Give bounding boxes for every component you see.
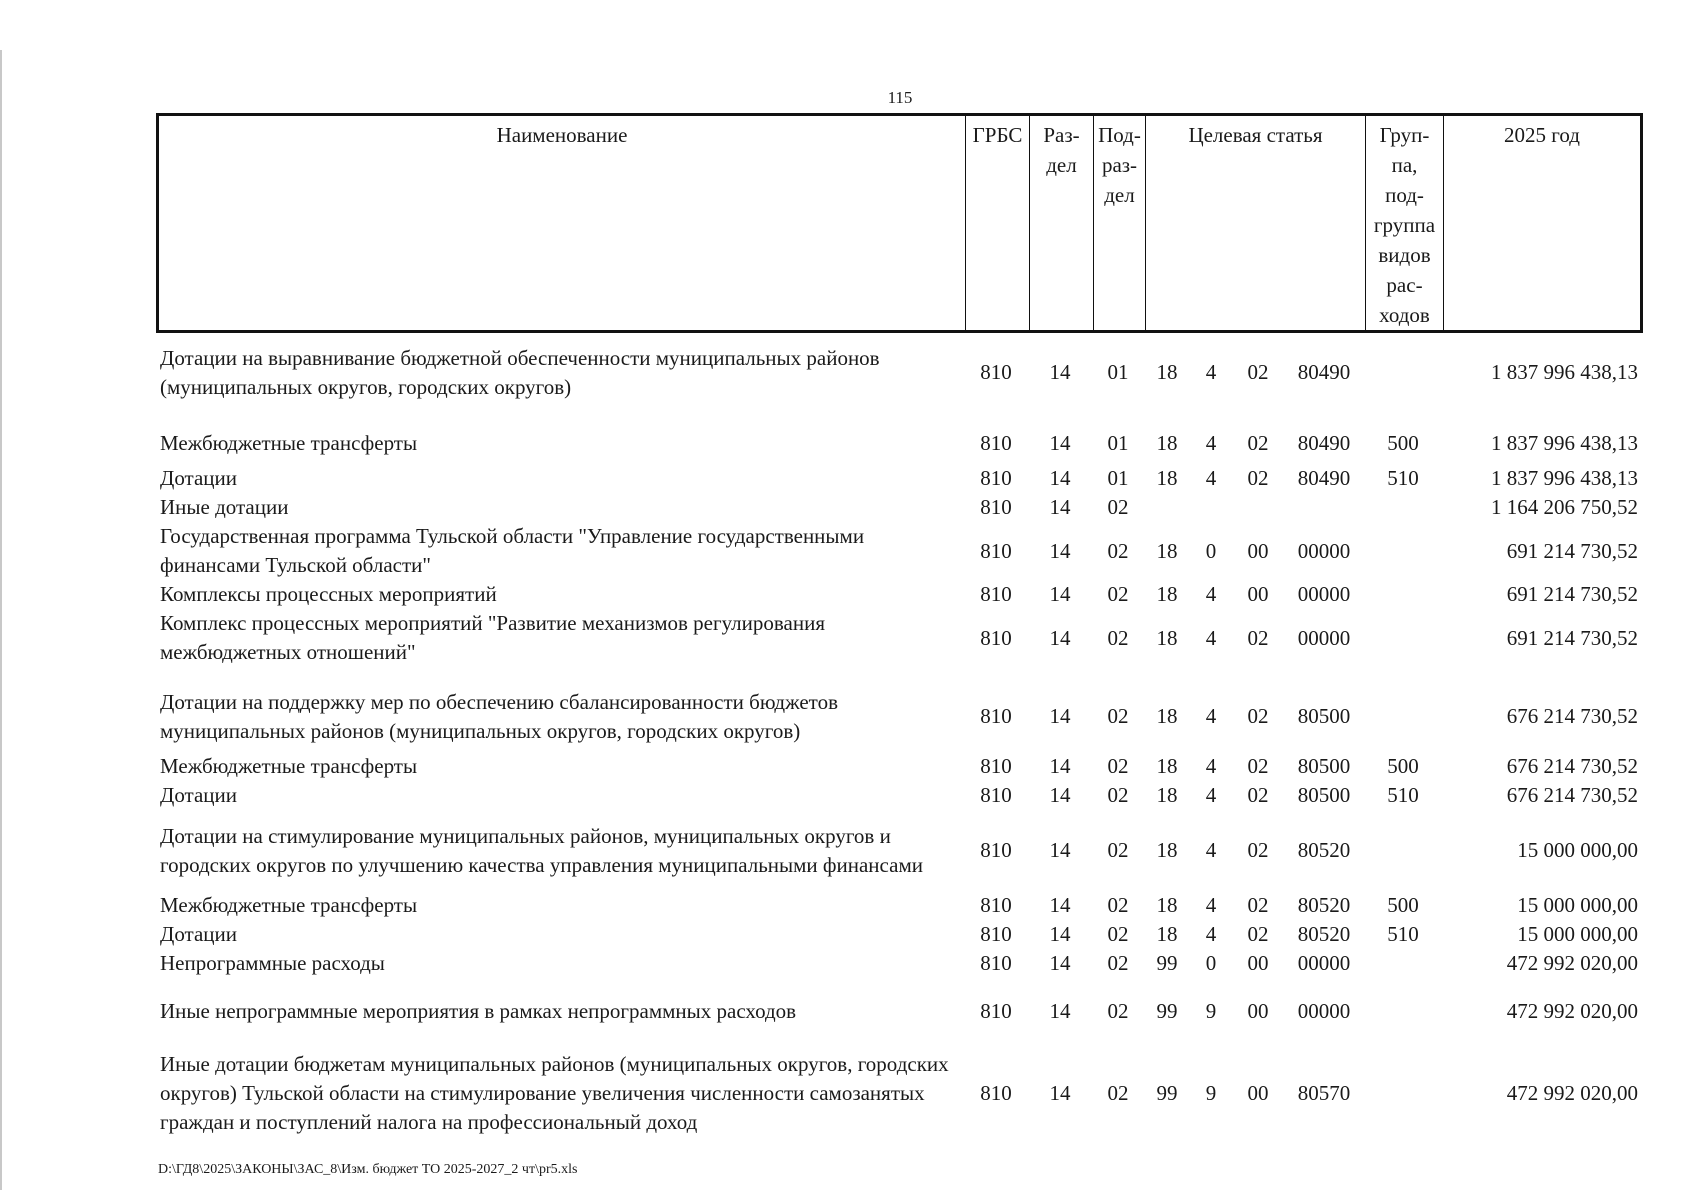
header-year: 2025 год <box>1444 115 1642 332</box>
row-target-type: 4 <box>1205 922 1217 946</box>
row-grbs: 810 <box>980 922 1012 946</box>
row-expense-group: 500 <box>1387 430 1419 455</box>
table-row <box>156 920 1640 949</box>
row-target-sub: 02 <box>1247 754 1269 778</box>
row-target-sub <box>1232 493 1284 522</box>
row-grbs: 810 <box>980 998 1012 1023</box>
row-expense-group <box>1364 978 1442 1032</box>
row-expense-group: 500 <box>1387 893 1419 917</box>
row-target-direction: 80490 <box>1297 360 1351 384</box>
row-target-sub: 00 <box>1247 951 1269 975</box>
table-row <box>156 949 1640 978</box>
row-name: Иные дотации бюджетам муниципальных районов (муниципальных округов, городских округов) Тульской области на стимулирование увеличения численности самозанятых граждан и поступлений налога на профессиональный доход <box>160 1051 949 1134</box>
row-expense-group <box>1364 667 1442 752</box>
row-amount: 15 000 000,00 <box>1517 838 1638 862</box>
row-expense-group <box>1364 522 1442 580</box>
row-target-program: 18 <box>1156 538 1178 563</box>
row-expense-group: 500 <box>1387 754 1419 778</box>
row-amount: 1 837 996 438,13 <box>1491 360 1638 384</box>
row-name: Комплекс процессных мероприятий "Развитие механизмов регулирования межбюджетных отношений" <box>160 611 825 664</box>
header-name: Наименование <box>158 115 966 332</box>
row-razdel: 14 <box>1049 998 1071 1023</box>
row-razdel: 14 <box>1049 430 1071 455</box>
row-expense-group <box>1364 580 1442 609</box>
row-target-program: 18 <box>1156 625 1178 650</box>
row-podrazdel: 02 <box>1107 704 1129 728</box>
header-razdel: Раз- дел <box>1030 115 1094 332</box>
row-podrazdel: 02 <box>1107 625 1129 650</box>
row-target-type: 9 <box>1205 998 1217 1023</box>
row-razdel: 14 <box>1049 704 1071 728</box>
row-amount: 472 992 020,00 <box>1506 951 1638 975</box>
row-target-type: 9 <box>1205 1080 1217 1105</box>
row-grbs: 810 <box>980 625 1012 650</box>
row-razdel: 14 <box>1049 951 1071 975</box>
row-expense-group <box>1364 609 1442 667</box>
row-target-program: 18 <box>1156 360 1178 384</box>
row-podrazdel: 02 <box>1107 582 1129 606</box>
row-grbs: 810 <box>980 360 1012 384</box>
row-amount: 1 837 996 438,13 <box>1491 466 1638 490</box>
row-target-program: 18 <box>1156 922 1178 946</box>
row-target-type: 4 <box>1205 430 1217 455</box>
row-target-program: 18 <box>1156 430 1178 455</box>
row-target-sub: 00 <box>1247 1080 1269 1105</box>
row-grbs: 810 <box>980 951 1012 975</box>
row-razdel: 14 <box>1049 495 1071 519</box>
row-target-direction: 80520 <box>1297 922 1351 946</box>
row-target-direction: 80490 <box>1297 430 1351 455</box>
table-row <box>156 667 1640 752</box>
row-expense-group <box>1364 949 1442 978</box>
row-amount: 1 837 996 438,13 <box>1491 430 1638 455</box>
row-podrazdel: 02 <box>1107 998 1129 1023</box>
row-podrazdel: 02 <box>1107 1080 1129 1105</box>
table-row <box>156 810 1640 891</box>
row-target-program: 18 <box>1156 704 1178 728</box>
row-name: Дотации на стимулирование муниципальных районов, муниципальных округов и городских округов по улучшению качества управления муниципальными финансами <box>160 823 923 877</box>
table-row <box>156 891 1640 920</box>
row-target-direction: 00000 <box>1297 951 1351 975</box>
table-row <box>156 410 1640 464</box>
row-grbs: 810 <box>980 495 1012 519</box>
row-target-type: 4 <box>1205 783 1217 807</box>
row-grbs: 810 <box>980 466 1012 490</box>
row-target-type: 4 <box>1205 704 1217 728</box>
row-target-type: 4 <box>1205 582 1217 606</box>
row-podrazdel: 02 <box>1107 783 1129 807</box>
row-target-program: 18 <box>1156 466 1178 490</box>
row-target-direction <box>1284 493 1364 522</box>
row-target-sub: 02 <box>1247 430 1269 455</box>
row-target-direction: 80500 <box>1297 754 1351 778</box>
row-target-program: 18 <box>1156 754 1178 778</box>
row-podrazdel: 02 <box>1107 754 1129 778</box>
row-razdel: 14 <box>1049 625 1071 650</box>
row-name: Иные дотации <box>160 495 289 519</box>
row-target-program: 18 <box>1156 783 1178 807</box>
row-razdel: 14 <box>1049 1080 1071 1105</box>
row-expense-group <box>1364 1032 1442 1140</box>
row-target-direction: 80570 <box>1297 1080 1351 1105</box>
row-target-type: 0 <box>1205 538 1217 563</box>
row-razdel: 14 <box>1049 838 1071 862</box>
row-target-type: 4 <box>1205 754 1217 778</box>
row-razdel: 14 <box>1049 783 1071 807</box>
row-amount: 472 992 020,00 <box>1506 998 1638 1023</box>
row-target-direction: 80490 <box>1297 466 1351 490</box>
row-target-sub: 02 <box>1247 360 1269 384</box>
file-path: D:\ГД8\2025\ЗАКОНЫ\ЗАС_8\Изм. бюджет ТО 2025-2027_2 чт\pr5.xls <box>158 1162 578 1177</box>
row-target-sub: 00 <box>1247 998 1269 1023</box>
scan-edge <box>0 50 2 1190</box>
row-grbs: 810 <box>980 783 1012 807</box>
row-podrazdel: 02 <box>1107 893 1129 917</box>
row-target-direction: 00000 <box>1297 582 1351 606</box>
row-amount: 472 992 020,00 <box>1506 1080 1638 1105</box>
row-target-program: 18 <box>1156 838 1178 862</box>
table-row <box>156 609 1640 667</box>
row-expense-group: 510 <box>1387 922 1419 946</box>
table-row <box>156 335 1640 410</box>
row-target-direction: 80500 <box>1297 783 1351 807</box>
row-target-type: 4 <box>1205 466 1217 490</box>
row-grbs: 810 <box>980 1080 1012 1105</box>
table-row <box>156 464 1640 493</box>
row-target-sub: 02 <box>1247 625 1269 650</box>
row-amount: 691 214 730,52 <box>1506 625 1638 650</box>
row-name: Дотации на выравнивание бюджетной обеспеченности муниципальных районов (муниципальных округов, городских округов) <box>160 345 880 399</box>
header-target-article: Целевая статья <box>1146 115 1366 332</box>
row-target-type: 0 <box>1205 951 1217 975</box>
table-row <box>156 493 1640 522</box>
row-target-type <box>1190 493 1232 522</box>
row-razdel: 14 <box>1049 538 1071 563</box>
row-name: Дотации на поддержку мер по обеспечению сбалансированности бюджетов муниципальных районов (муниципальных округов, городских округов) <box>160 689 838 743</box>
row-razdel: 14 <box>1049 754 1071 778</box>
row-target-direction: 80520 <box>1297 838 1351 862</box>
row-target-program <box>1144 493 1190 522</box>
row-target-program: 18 <box>1156 582 1178 606</box>
row-expense-group <box>1364 810 1442 891</box>
row-target-type: 4 <box>1205 838 1217 862</box>
row-podrazdel: 02 <box>1107 838 1129 862</box>
row-target-sub: 02 <box>1247 704 1269 728</box>
row-podrazdel: 01 <box>1107 466 1129 490</box>
row-amount: 691 214 730,52 <box>1506 582 1638 606</box>
row-grbs: 810 <box>980 538 1012 563</box>
row-name: Непрограммные расходы <box>160 951 385 975</box>
row-razdel: 14 <box>1049 466 1071 490</box>
row-target-program: 99 <box>1156 951 1178 975</box>
row-target-type: 4 <box>1205 625 1217 650</box>
row-target-program: 18 <box>1156 893 1178 917</box>
row-target-sub: 02 <box>1247 466 1269 490</box>
row-name: Дотации <box>160 466 238 490</box>
row-target-program: 99 <box>1156 1080 1178 1105</box>
row-name: Межбюджетные трансферты <box>160 893 418 917</box>
row-target-sub: 02 <box>1247 783 1269 807</box>
row-name: Иные непрограммные мероприятия в рамках непрограммных расходов <box>160 998 797 1023</box>
header-podrazdel: Под- раз- дел <box>1094 115 1146 332</box>
row-expense-group <box>1364 335 1442 410</box>
row-razdel: 14 <box>1049 582 1071 606</box>
row-name: Комплексы процессных мероприятий <box>160 582 497 606</box>
table-header <box>156 113 1643 333</box>
row-target-type: 4 <box>1205 893 1217 917</box>
row-podrazdel: 02 <box>1107 538 1129 563</box>
row-grbs: 810 <box>980 582 1012 606</box>
row-razdel: 14 <box>1049 922 1071 946</box>
row-target-sub: 00 <box>1247 582 1269 606</box>
table-row <box>156 522 1640 580</box>
row-target-type: 4 <box>1205 360 1217 384</box>
row-target-sub: 02 <box>1247 893 1269 917</box>
row-grbs: 810 <box>980 704 1012 728</box>
header-expense-group: Груп- па, под- группа видов рас- ходов <box>1366 115 1444 332</box>
row-target-sub: 00 <box>1247 538 1269 563</box>
row-target-sub: 02 <box>1247 838 1269 862</box>
row-expense-group: 510 <box>1387 466 1419 490</box>
header-grbs: ГРБС <box>966 115 1030 332</box>
row-target-direction: 80500 <box>1297 704 1351 728</box>
row-name: Межбюджетные трансферты <box>160 430 418 455</box>
table-row <box>156 1032 1640 1140</box>
row-amount: 15 000 000,00 <box>1517 922 1638 946</box>
row-name: Дотации <box>160 922 238 946</box>
row-podrazdel: 02 <box>1107 951 1129 975</box>
row-expense-group <box>1364 493 1442 522</box>
row-target-direction: 00000 <box>1297 538 1351 563</box>
row-amount: 1 164 206 750,52 <box>1491 495 1638 519</box>
row-target-sub: 02 <box>1247 922 1269 946</box>
row-target-program: 99 <box>1156 998 1178 1023</box>
row-name: Межбюджетные трансферты <box>160 754 418 778</box>
row-target-direction: 80520 <box>1297 893 1351 917</box>
row-podrazdel: 02 <box>1107 922 1129 946</box>
row-grbs: 810 <box>980 754 1012 778</box>
row-target-direction: 00000 <box>1297 998 1351 1023</box>
table-row <box>156 978 1640 1032</box>
row-target-direction: 00000 <box>1297 625 1351 650</box>
row-expense-group: 510 <box>1387 783 1419 807</box>
row-amount: 676 214 730,52 <box>1506 754 1638 778</box>
budget-table <box>156 335 1640 1140</box>
row-amount: 676 214 730,52 <box>1506 783 1638 807</box>
table-row <box>156 781 1640 810</box>
row-razdel: 14 <box>1049 360 1071 384</box>
row-razdel: 14 <box>1049 893 1071 917</box>
row-podrazdel: 02 <box>1107 495 1129 519</box>
table-row <box>156 752 1640 781</box>
row-grbs: 810 <box>980 838 1012 862</box>
row-name: Государственная программа Тульской области "Управление государственными финансами Тульской области" <box>160 524 865 577</box>
row-name: Дотации <box>160 783 238 807</box>
page-number: 115 <box>887 88 913 107</box>
row-podrazdel: 01 <box>1107 430 1129 455</box>
row-podrazdel: 01 <box>1107 360 1129 384</box>
row-amount: 676 214 730,52 <box>1506 704 1638 728</box>
row-grbs: 810 <box>980 893 1012 917</box>
row-amount: 15 000 000,00 <box>1517 893 1638 917</box>
table-row <box>156 580 1640 609</box>
row-amount: 691 214 730,52 <box>1506 538 1638 563</box>
row-grbs: 810 <box>980 430 1012 455</box>
